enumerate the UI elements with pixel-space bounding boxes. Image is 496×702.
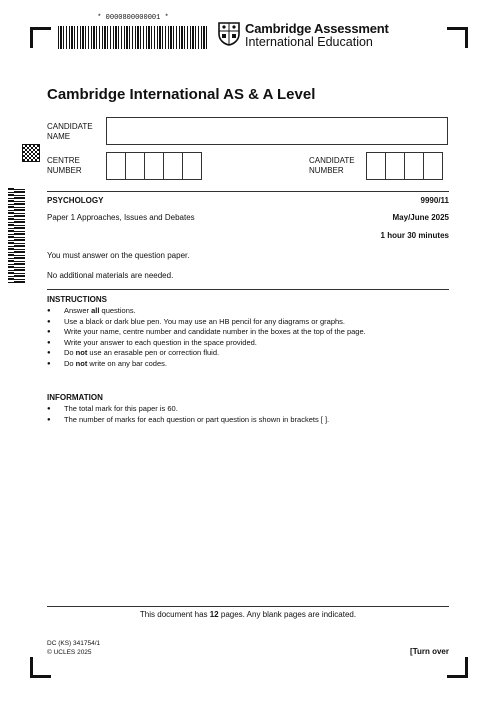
divider	[47, 606, 449, 607]
shield-icon	[218, 22, 240, 46]
centre-number-label: CENTRE NUMBER	[47, 156, 82, 175]
logo-line-1: Cambridge Assessment	[245, 21, 389, 36]
qr-code	[22, 144, 40, 162]
candidate-name-label: CANDIDATE NAME	[47, 122, 93, 141]
candidate-number-field[interactable]	[366, 152, 443, 180]
crop-mark-top-right	[447, 27, 468, 48]
subject: PSYCHOLOGY	[47, 196, 104, 205]
list-item: ● The total mark for this paper is 60.	[47, 404, 329, 415]
side-barcode	[14, 188, 25, 283]
list-item: ● Do not use an erasable pen or correction fluid.	[47, 348, 366, 359]
list-item: ● Answer all questions.	[47, 306, 366, 317]
digit-box[interactable]	[385, 152, 405, 180]
digit-box[interactable]	[366, 152, 386, 180]
divider	[47, 191, 449, 192]
digit-box[interactable]	[423, 152, 443, 180]
digit-box[interactable]	[163, 152, 183, 180]
logo-line-2: International Education	[245, 35, 373, 49]
information-list	[47, 404, 329, 425]
cambridge-logo	[218, 20, 389, 50]
digit-box[interactable]	[404, 152, 424, 180]
digit-box[interactable]	[144, 152, 164, 180]
crop-mark-bottom-right	[447, 657, 468, 678]
materials-note: No additional materials are needed.	[47, 271, 174, 280]
centre-number-field[interactable]	[106, 152, 202, 180]
candidate-name-field[interactable]	[106, 117, 448, 145]
list-item: ● The number of marks for each question or part question is shown in brackets [ ].	[47, 415, 329, 426]
list-item: ● Use a black or dark blue pen. You may use an HB pencil for any diagrams or graphs.	[47, 317, 366, 328]
crop-mark-top-left	[30, 27, 51, 48]
digit-box[interactable]	[182, 152, 202, 180]
crop-mark-bottom-left	[30, 657, 51, 678]
list-item: ● Write your name, centre number and candidate number in the boxes at the top of the page.	[47, 327, 366, 338]
session: May/June 2025	[392, 213, 449, 222]
document-reference: DC (KS) 341754/1 © UCLES 2025	[47, 640, 101, 656]
top-barcode	[58, 26, 208, 49]
instructions-list	[47, 306, 366, 369]
barcode-number: * 0000800000001 *	[97, 14, 169, 22]
list-item: ● Write your answer to each question in the space provided.	[47, 338, 366, 349]
page-count-note: This document has 12 pages. Any blank pages are indicated.	[139, 610, 357, 619]
instructions-heading: INSTRUCTIONS	[47, 295, 107, 304]
list-item: ● Do not write on any bar codes.	[47, 359, 366, 370]
turn-over: [Turn over	[410, 647, 449, 656]
information-heading: INFORMATION	[47, 393, 103, 402]
answer-note: You must answer on the question paper.	[47, 251, 190, 260]
page-title: Cambridge International AS & A Level	[47, 86, 316, 103]
divider	[47, 289, 449, 290]
duration: 1 hour 30 minutes	[380, 231, 449, 240]
digit-box[interactable]	[125, 152, 145, 180]
digit-box[interactable]	[106, 152, 126, 180]
candidate-number-label: CANDIDATE NUMBER	[309, 156, 355, 175]
paper-code: 9990/11	[420, 196, 449, 205]
paper-title: Paper 1 Approaches, Issues and Debates	[47, 213, 195, 222]
